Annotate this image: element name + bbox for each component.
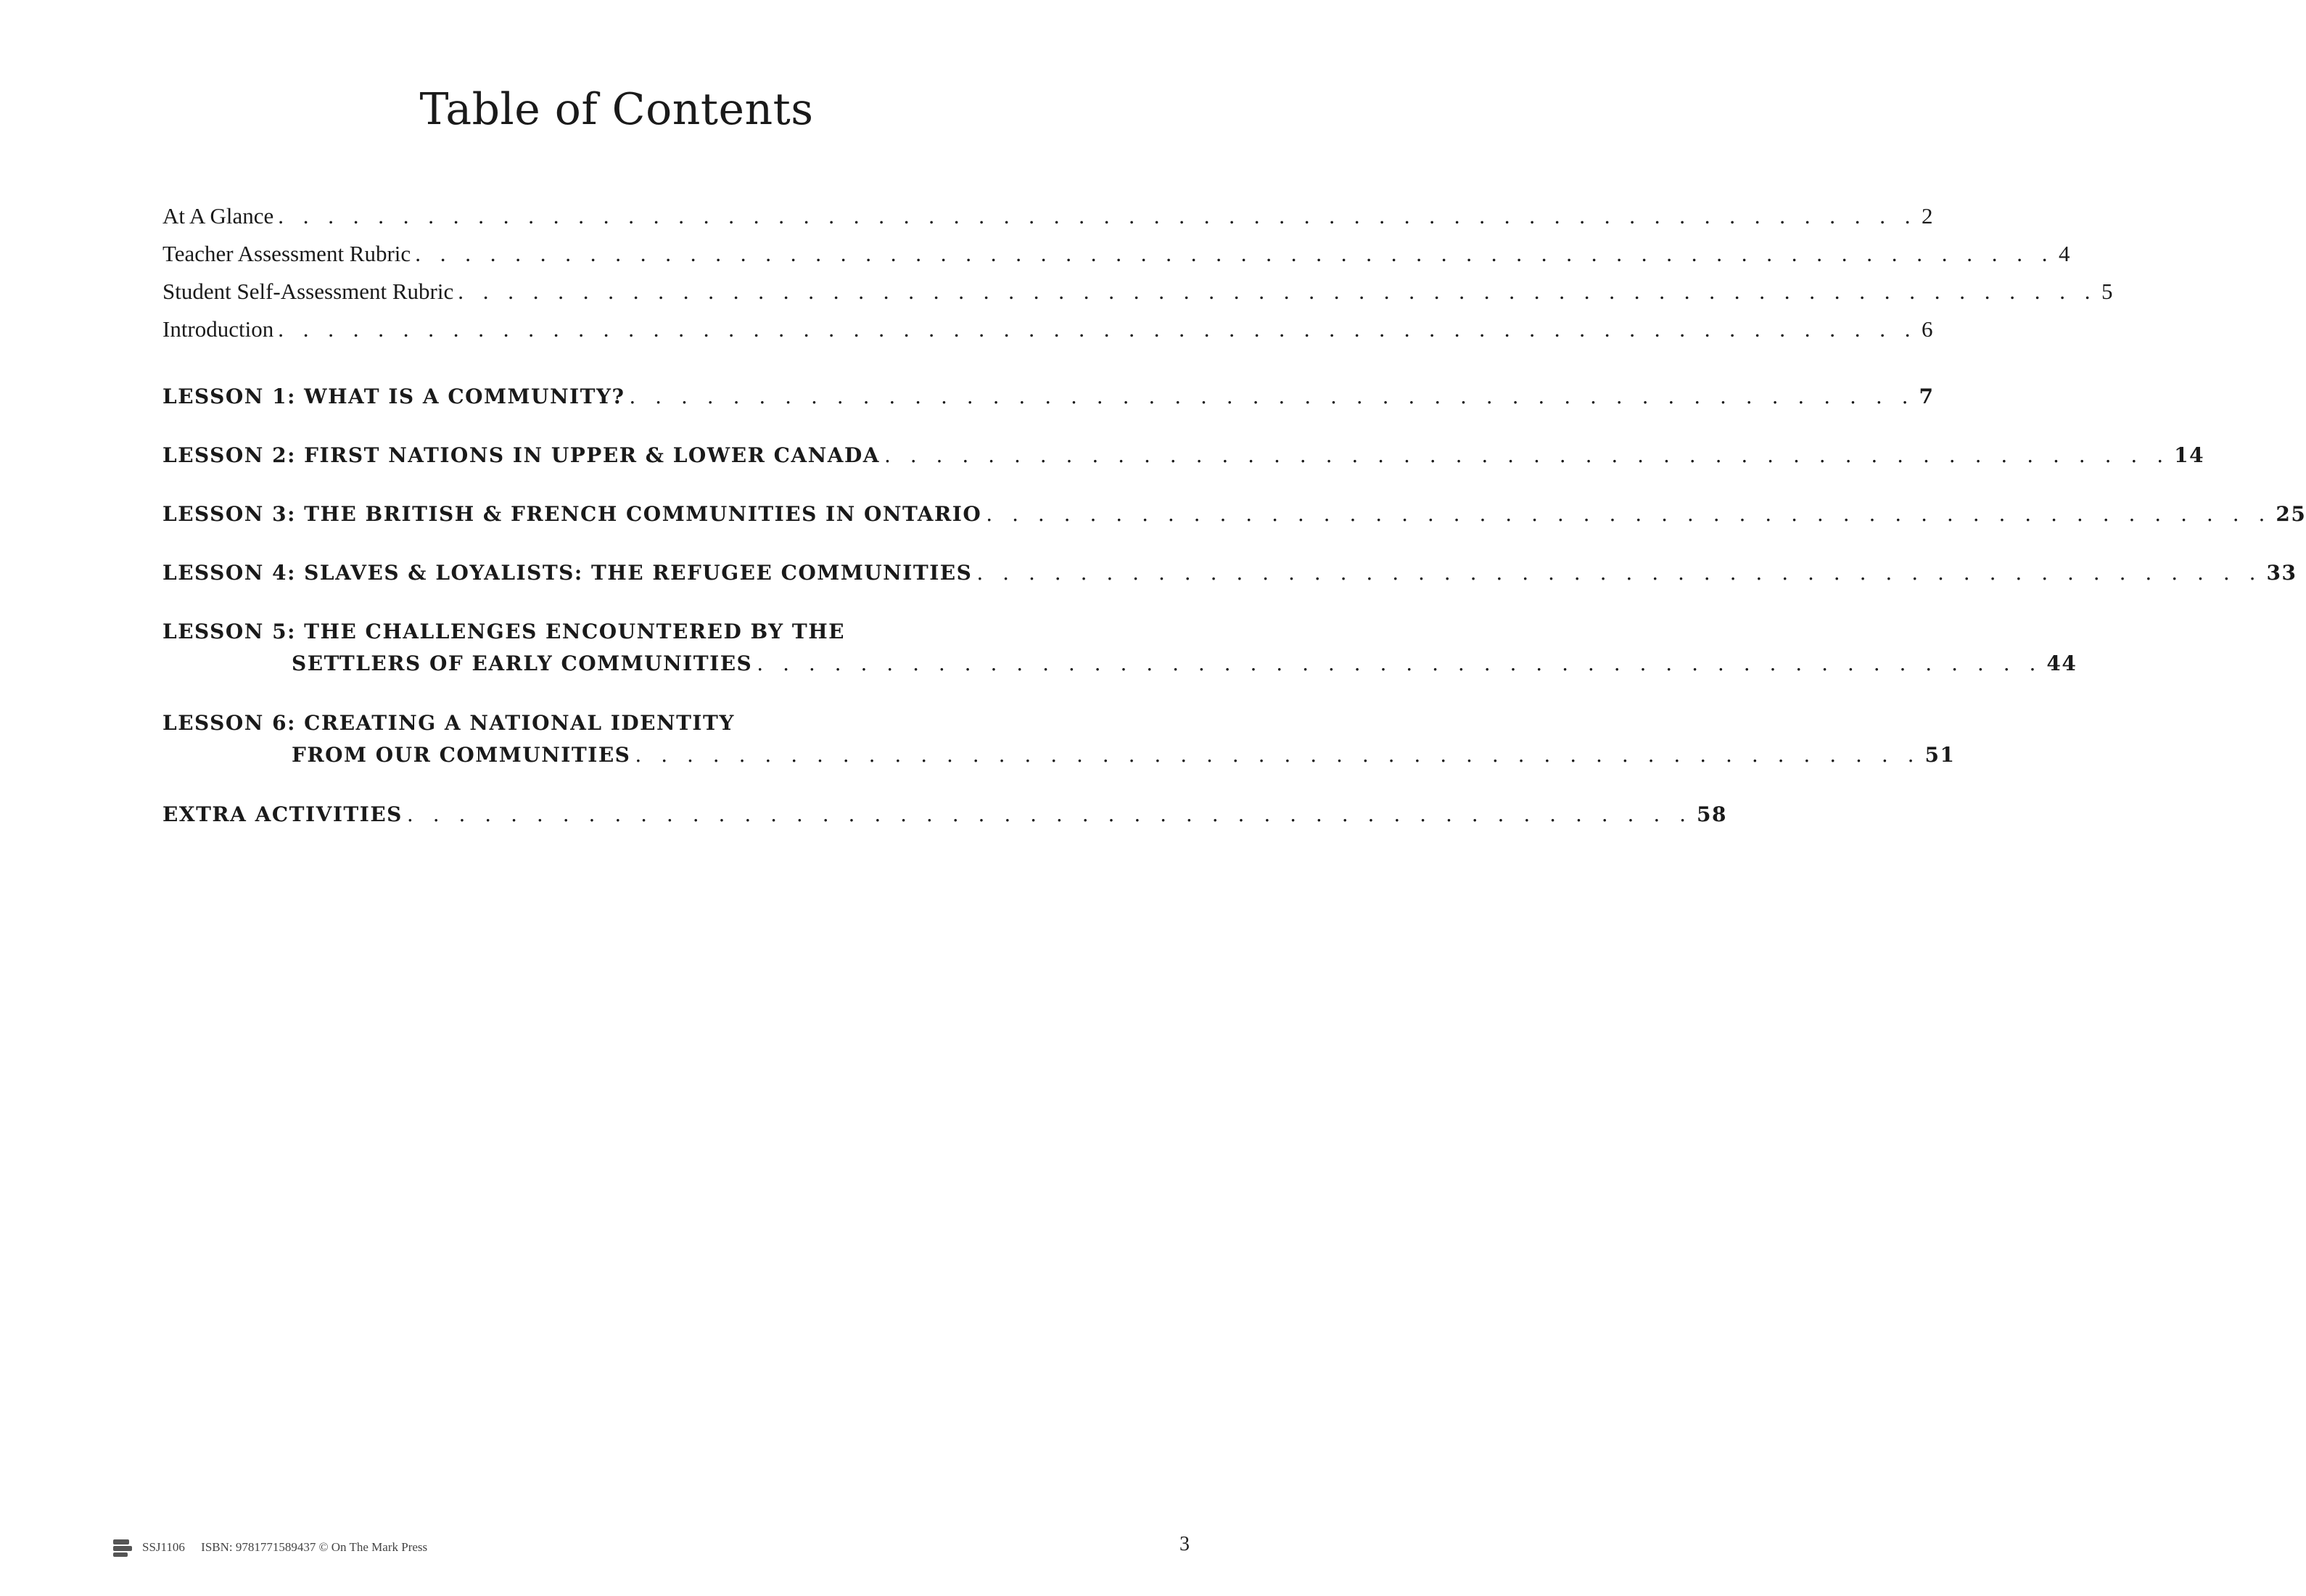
product-code: SSJ1106 [142,1540,185,1554]
page-title: Table of Contents [419,84,814,135]
publisher-logo-icon [113,1538,132,1557]
dot-leader: . . . . . . . . . . . . . . . . . . . . . . . . . . . . . . . . . . . . . . . . . . . . . . . . . . [976,561,2262,585]
toc-entry-lesson-3[interactable] [162,502,2306,534]
toc-entry-page: 2 [1922,203,1933,229]
dot-leader: . . . . . . . . . . . . . . . . . . . . . . . . . . . . . . . . . . . . . . . . . . . . . . . . . . . . . . . . . . . . . . . . . . [415,241,2054,266]
toc-entry-label: Teacher Assessment Rubric [162,241,411,266]
toc-entry-lesson-5-line1[interactable]: LESSON 5: THE CHALLENGES ENCOUNTERED BY THE [162,620,846,643]
toc-entry-label: Student Self-Assessment Rubric [162,279,454,304]
toc-entry-label: LESSON 3: THE BRITISH & FRENCH COMMUNITIES IN ONTARIO [162,502,982,526]
dot-leader: . . . . . . . . . . . . . . . . . . . . . . . . . . . . . . . . . . . . . . . . . . . . . . . . . . [757,651,2043,675]
toc-entry-label: LESSON 1: WHAT IS A COMMUNITY? [162,384,625,408]
toc-entry-page: 51 [1924,743,1956,767]
dot-leader: . . . . . . . . . . . . . . . . . . . . . . . . . . . . . . . . . . . . . . . . . . . . . . . . . . [406,802,1693,826]
dot-leader: . . . . . . . . . . . . . . . . . . . . . . . . . . . . . . . . . . . . . . . . . . . . . . . . . . [629,384,1915,408]
toc-entry-extra-activities[interactable] [162,802,1728,834]
toc-entry-at-a-glance[interactable] [162,203,1933,235]
toc-entry-page: 25 [2276,502,2306,526]
toc-entry-label: LESSON 4: SLAVES & LOYALISTS: THE REFUGEE COMMUNITIES [162,561,973,585]
isbn-copyright: ISBN: 9781771589437 © On The Mark Press [201,1540,428,1554]
toc-entry-label: LESSON 2: FIRST NATIONS IN UPPER & LOWER CANADA [162,443,880,467]
toc-entry-lesson-6[interactable] [162,743,1956,775]
toc-entry-label: SETTLERS OF EARLY COMMUNITIES [292,651,753,675]
toc-entry-lesson-1[interactable] [162,384,1935,416]
toc-entry-page: 6 [1922,316,1933,342]
toc-entry-student-self-assessment-rubric[interactable] [162,279,2113,310]
dot-leader: . . . . . . . . . . . . . . . . . . . . . . . . . . . . . . . . . . . . . . . . . . . . . . . . . . . . . . . . . . . . . . . . . . [278,203,1917,229]
toc-entry-page: 14 [2174,443,2205,467]
toc-entry-page: 5 [2101,279,2113,304]
page-number: 3 [1179,1533,1190,1555]
toc-entry-label: FROM OUR COMMUNITIES [292,743,631,767]
toc-entry-page: 58 [1697,802,1728,826]
toc-entry-lesson-6-line1[interactable]: LESSON 6: CREATING A NATIONAL IDENTITY [162,711,735,735]
toc-entry-lesson-5[interactable] [162,651,2078,683]
dot-leader: . . . . . . . . . . . . . . . . . . . . . . . . . . . . . . . . . . . . . . . . . . . . . . . . . . [986,502,2272,526]
toc-entry-teacher-assessment-rubric[interactable] [162,241,2070,273]
toc-entry-page: 7 [1919,384,1935,408]
dot-leader: . . . . . . . . . . . . . . . . . . . . . . . . . . . . . . . . . . . . . . . . . . . . . . . . . . [884,443,2170,467]
toc-entry-label: Introduction [162,316,274,342]
toc-entry-introduction[interactable] [162,316,1933,348]
toc-entry-page: 44 [2046,651,2078,675]
toc-entry-page: 4 [2058,241,2070,266]
dot-leader: . . . . . . . . . . . . . . . . . . . . . . . . . . . . . . . . . . . . . . . . . . . . . . . . . . [635,743,1921,767]
toc-entry-lesson-2[interactable] [162,443,2205,475]
dot-leader: . . . . . . . . . . . . . . . . . . . . . . . . . . . . . . . . . . . . . . . . . . . . . . . . . . . . . . . . . . . . . . . . . . [458,279,2097,304]
toc-entry-page: 33 [2266,561,2297,585]
toc-entry-lesson-4[interactable] [162,561,2297,593]
dot-leader: . . . . . . . . . . . . . . . . . . . . . . . . . . . . . . . . . . . . . . . . . . . . . . . . . . . . . . . . . . . . . . . . . . [278,316,1917,342]
toc-entry-label: EXTRA ACTIVITIES [162,802,403,826]
page-footer [113,1538,440,1557]
toc-entry-label: At A Glance [162,203,274,229]
